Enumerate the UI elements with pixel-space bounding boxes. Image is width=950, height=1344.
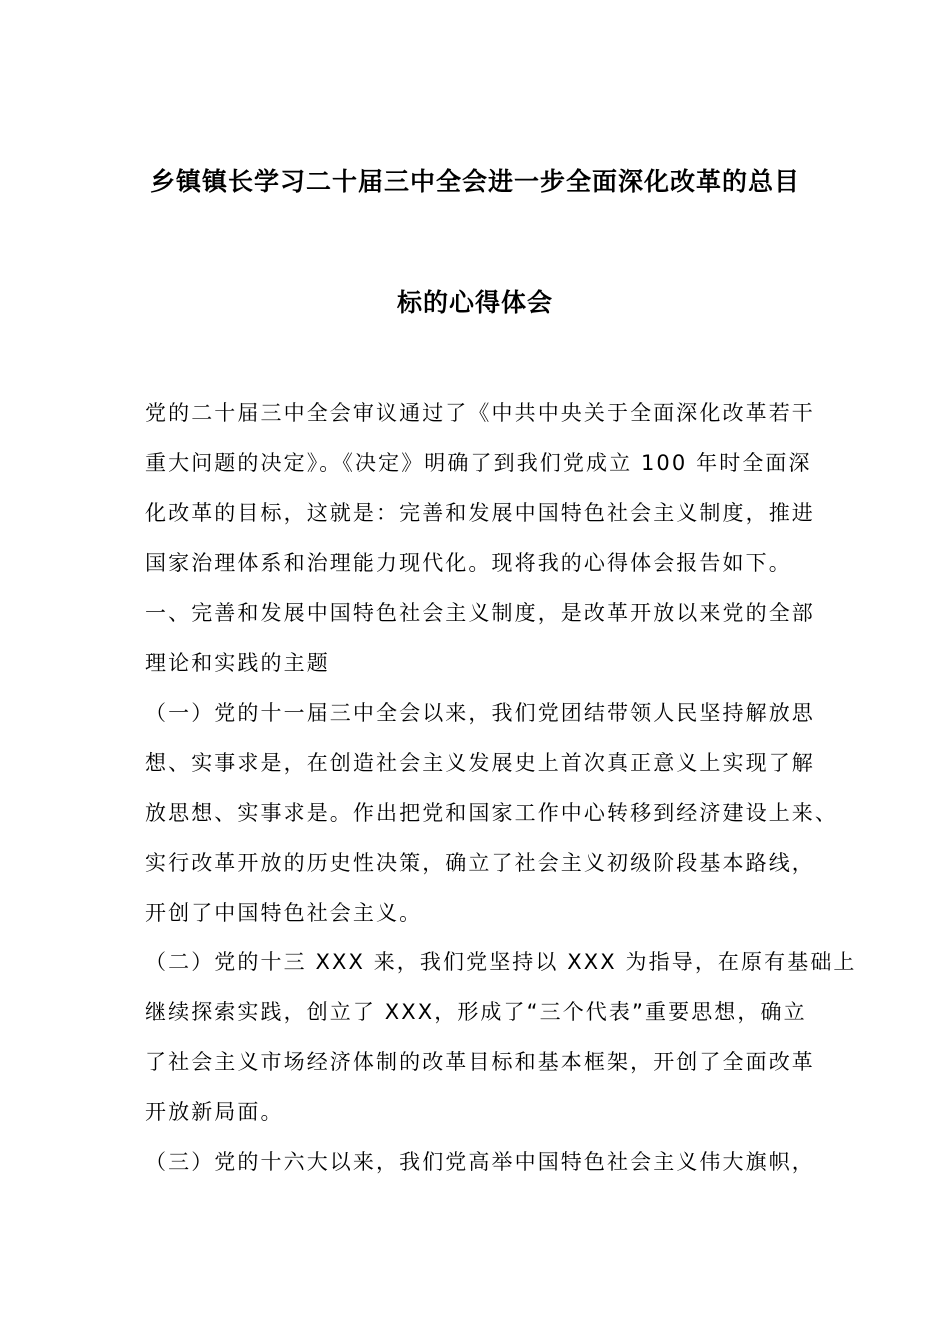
body-paragraph-line: （一）党的十一届三中全会以来，我们党团结带领人民坚持解放思 xyxy=(145,701,815,725)
body-paragraph-line: 实行改革开放的历史性决策，确立了社会主义初级阶段基本路线， xyxy=(145,851,815,875)
body-paragraph-line: 放思想、实事求是。作出把党和国家工作中心转移到经济建设上来、 xyxy=(145,801,838,825)
section-heading-line: 一、完善和发展中国特色社会主义制度，是改革开放以来党的全部 xyxy=(145,601,815,625)
body-paragraph-line: 了社会主义市场经济体制的改革目标和基本框架，开创了全面改革 xyxy=(145,1050,815,1074)
section-heading-line: 理论和实践的主题 xyxy=(145,651,330,675)
body-paragraph-line: 国家治理体系和治理能力现代化。现将我的心得体会报告如下。 xyxy=(145,551,792,575)
body-paragraph-line: 想、实事求是，在创造社会主义发展史上首次真正意义上实现了解 xyxy=(145,751,815,775)
body-paragraph-line: （二）党的十三 XXX 来，我们党坚持以 XXX 为指导，在原有基础上 xyxy=(145,950,857,974)
body-paragraph-line: 党的二十届三中全会审议通过了《中共中央关于全面深化改革若干 xyxy=(145,401,815,425)
body-paragraph-line: 开创了中国特色社会主义。 xyxy=(145,901,423,925)
body-paragraph-line: 继续探索实践，创立了 XXX，形成了“三个代表”重要思想，确立 xyxy=(145,1000,807,1024)
document-title-line-2: 标的心得体会 xyxy=(396,288,553,317)
body-paragraph-line: 重大问题的决定》。《决定》明确了到我们党成立 100 年时全面深 xyxy=(145,451,812,475)
document-title-line-1: 乡镇镇长学习二十届三中全会进一步全面深化改革的总目 xyxy=(149,167,800,196)
body-paragraph-line: 化改革的目标，这就是：完善和发展中国特色社会主义制度，推进 xyxy=(145,501,815,525)
body-paragraph-line: 开放新局面。 xyxy=(145,1100,284,1124)
body-paragraph-line: （三）党的十六大以来，我们党高举中国特色社会主义伟大旗帜， xyxy=(145,1150,815,1174)
